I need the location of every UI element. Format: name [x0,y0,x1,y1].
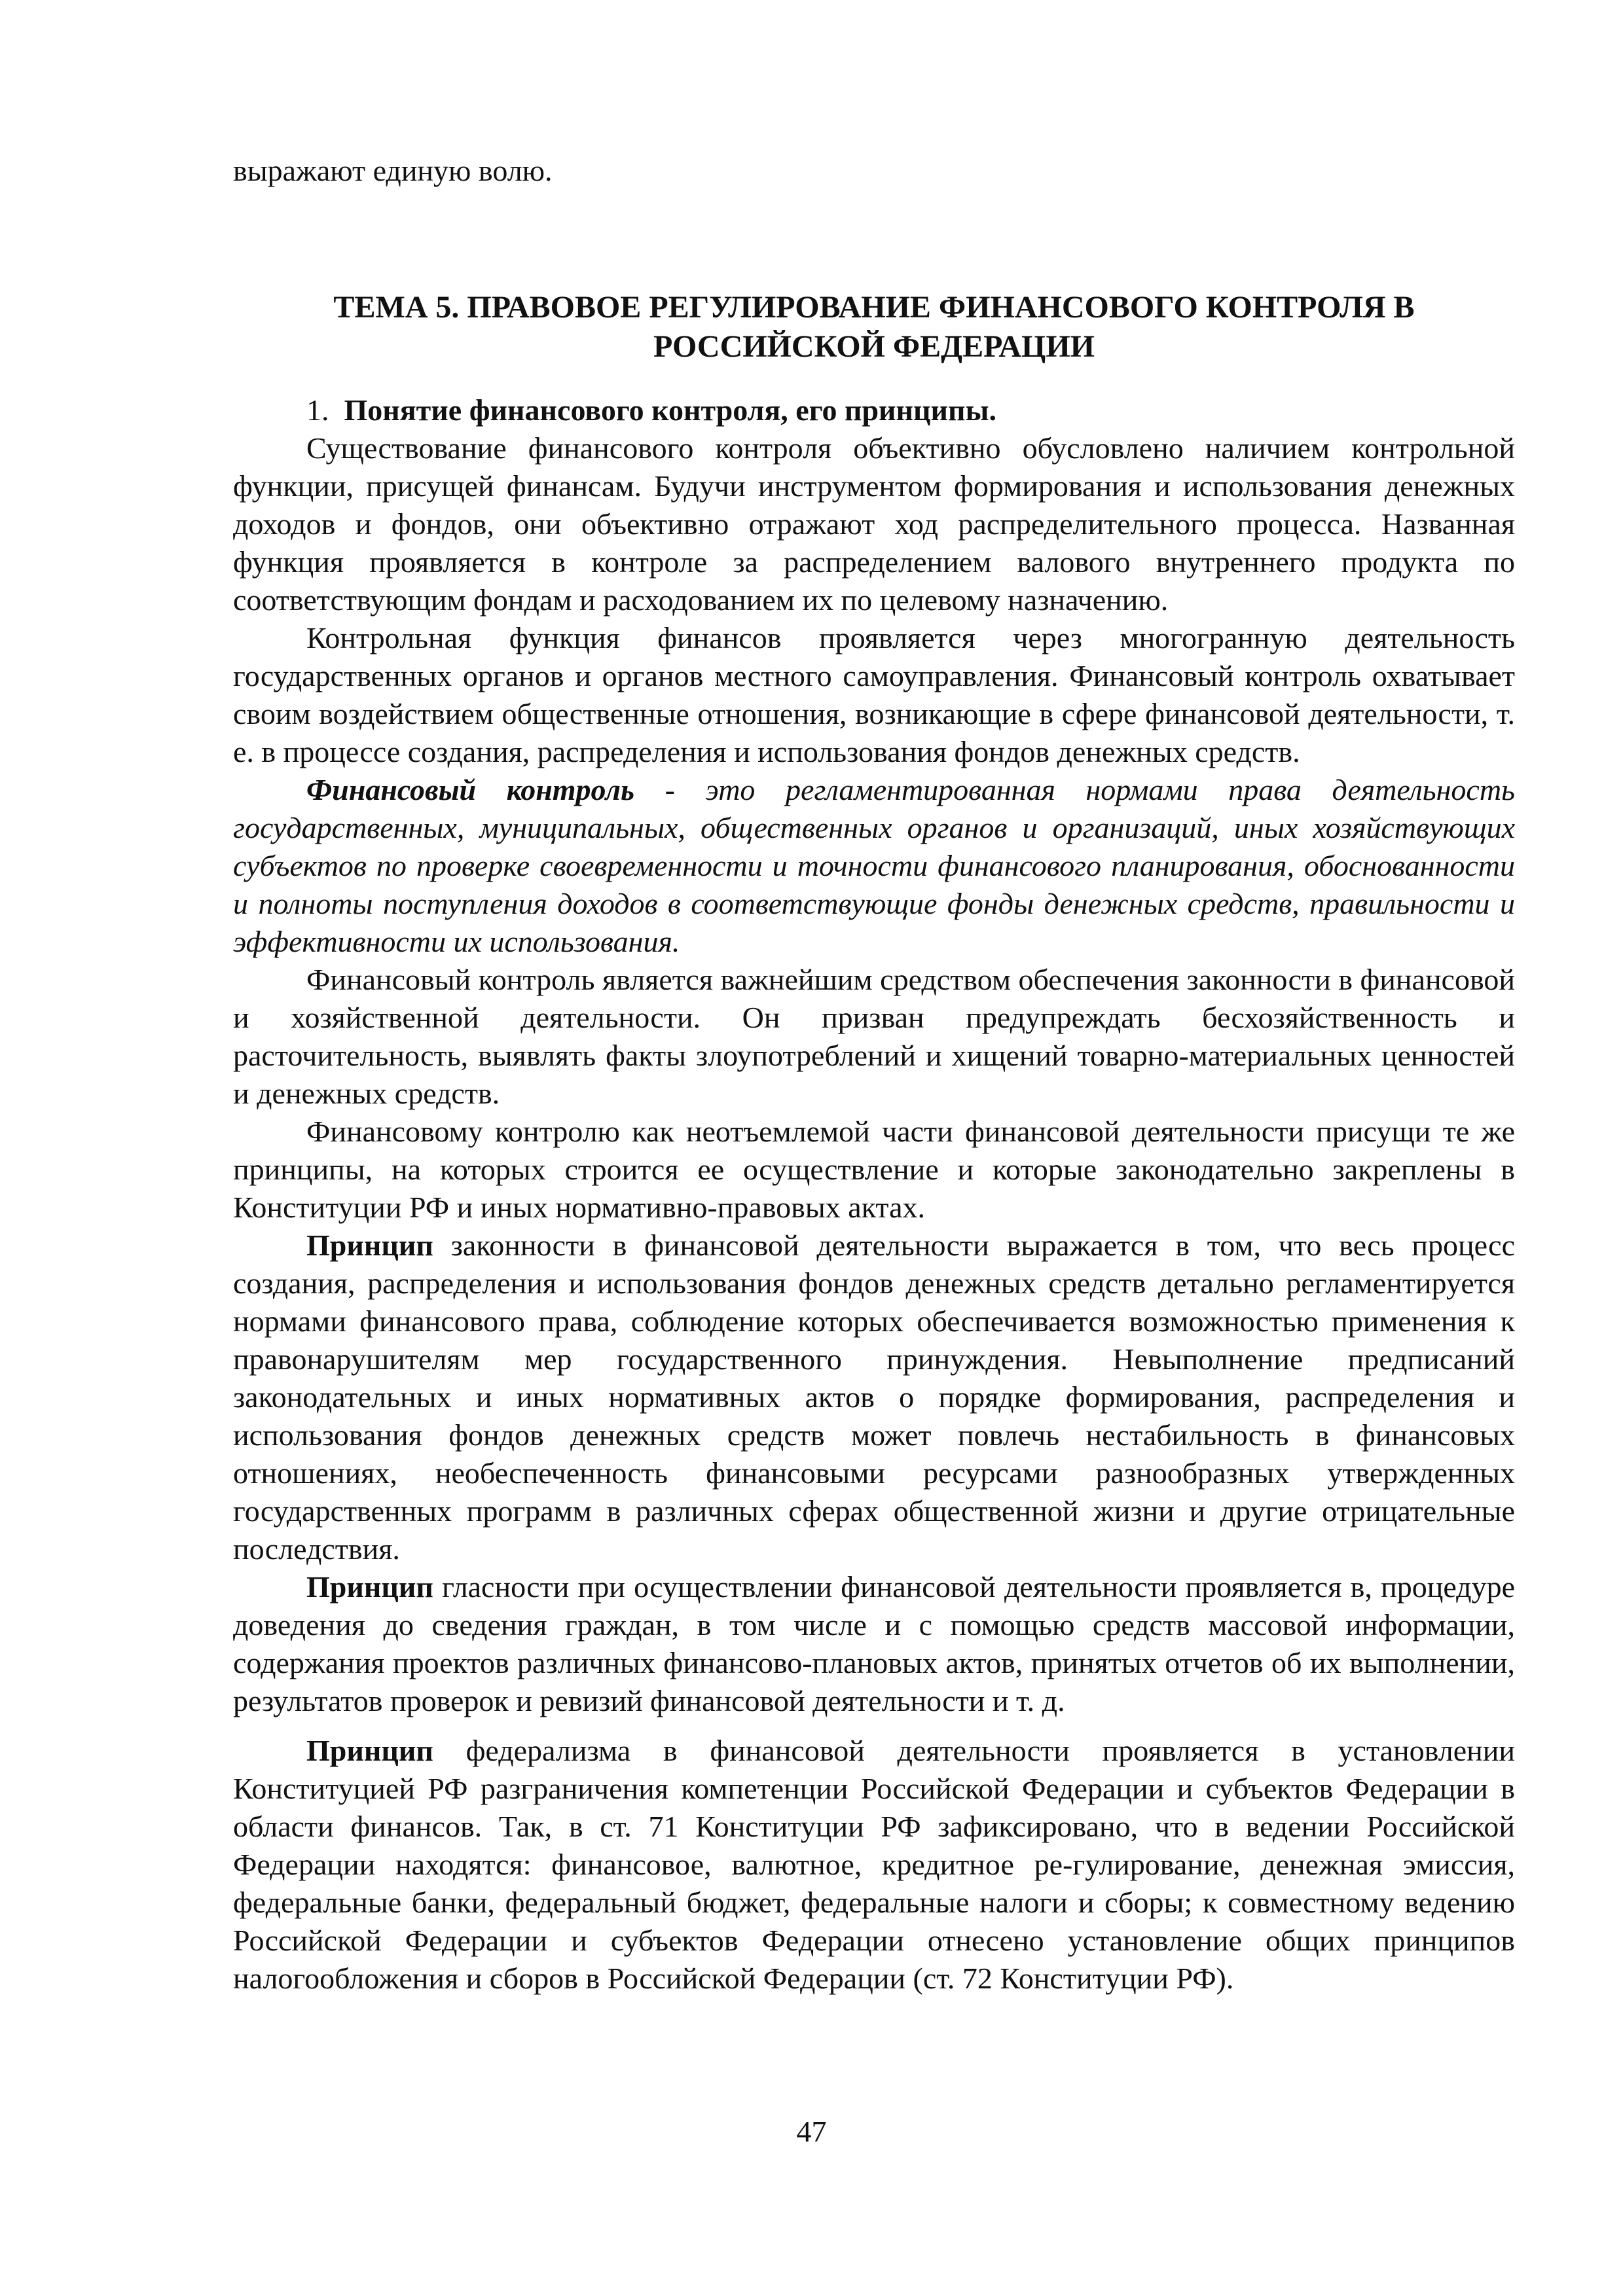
paragraph-3: Финансовый контроль является важнейшим средством обеспечения законности в финансовой и хозяйственной деятельности. Он призван предупреждать бесхозяйственность и расточительность, выявлять факты злоупотреблений и хищений товарно-материальных ценностей и денежных средств. [233,963,1515,1110]
chapter-heading-line1: ТЕМА 5. ПРАВОВОЕ РЕГУЛИРОВАНИЕ ФИНАНСОВОГО КОНТРОЛЯ В [333,290,1415,325]
definition-dash: - [634,773,706,806]
section-heading [233,391,1515,429]
principle-federalism [233,1732,1515,1998]
principle-label: Принцип [306,1229,433,1262]
definition-term: Финансовый контроль [306,773,635,806]
principle-legality [233,1227,1515,1568]
principle-label: Принцип [306,1570,433,1604]
definition-paragraph [233,771,1515,961]
intro-line: выражают единую волю. [233,154,553,187]
section-title: Понятие финансового контроля, его принципы. [344,393,996,427]
principle-label: Принцип [306,1734,433,1767]
principle-federalism-text: федерализма в финансовой деятельности проявляется в установлении Конституцией РФ разграничения компетенции Российской Федерации и субъектов Федерации в области финансов. Так, в ст. 71 Конституции РФ зафиксировано, что в ведении Российской Федерации находятся: финансовое, валютное, кредитное ре-гулирование, денежная эмиссия, федеральные банки, федеральный бюджет, федеральные налоги и сборы; к совместному ведению Российской Федерации и субъектов Федерации отнесено установление общих принципов налогообложения и сборов в Российской Федерации (ст. 72 Конституции РФ). [233,1734,1515,1995]
paragraph-2: Контрольная функция финансов проявляется через многогранную деятельность государственных органов и органов местного самоуправления. Финансовый контроль охватывает своим воздействием общественные отношения, возникающие в сфере финансовой деятельности, т. е. в процессе создания, распределения и использования фондов денежных средств. [233,621,1515,768]
principle-publicity [233,1568,1515,1720]
definition-text: это регламентированная нормами права деятельность государственных, муниципальных, общественных органов и организаций, иных хозяйствующих субъектов по проверке своевременности и точности финансового планирования, обоснованности и полноты поступления доходов в соответствующие фонды денежных средств, правильности и эффективности их использования. [233,773,1515,958]
principle-publicity-text: гласности при осуществлении финансовой деятельности проявляется в, процедуре доведения до сведения граждан, в том числе и с помощью средств массовой информации, содержания проектов различных финансово-плановых актов, принятых отчетов об их выполнении, результатов проверок и ревизий финансовой деятельности и т. д. [233,1570,1515,1717]
section-number: 1. [306,393,329,427]
document-page [233,152,1515,1998]
chapter-heading [233,288,1515,367]
paragraph-1: Существование финансового контроля объективно обусловлено наличием контрольной функции, присущей финансам. Будучи инструментом формирования и использования денежных доходов и фондов, они объективно отражают ход распределительного процесса. Названная функция проявляется в контроле за распределением валового внутреннего продукта по соответствующим фондам и расходованием их по целевому назначению. [233,431,1515,617]
principle-legality-text: законности в финансовой деятельности выражается в том, что весь процесс создания, распределения и использования фондов денежных средств детально регламентируется нормами финансового права, соблюдение которых обеспечивается возможностью применения к правонарушителям мер государственного принуждения. Невыполнение предписаний законодательных и иных нормативных актов о порядке формирования, распределения и использования фондов денежных средств может повлечь нестабильность в финансовых отношениях, необеспеченность финансовыми ресурсами разнообразных утвержденных государственных программ в различных сферах общественной жизни и другие отрицательные последствия. [233,1229,1515,1566]
chapter-heading-line2: РОССИЙСКОЙ ФЕДЕРАЦИИ [653,329,1095,364]
paragraph-4: Финансовому контролю как неотъемлемой части финансовой деятельности присущи те же принципы, на которых строится ее осуществление и которые законодательно закреплены в Конституции РФ и иных нормативно-правовых актах. [233,1115,1515,1224]
page-number: 47 [796,2115,827,2148]
